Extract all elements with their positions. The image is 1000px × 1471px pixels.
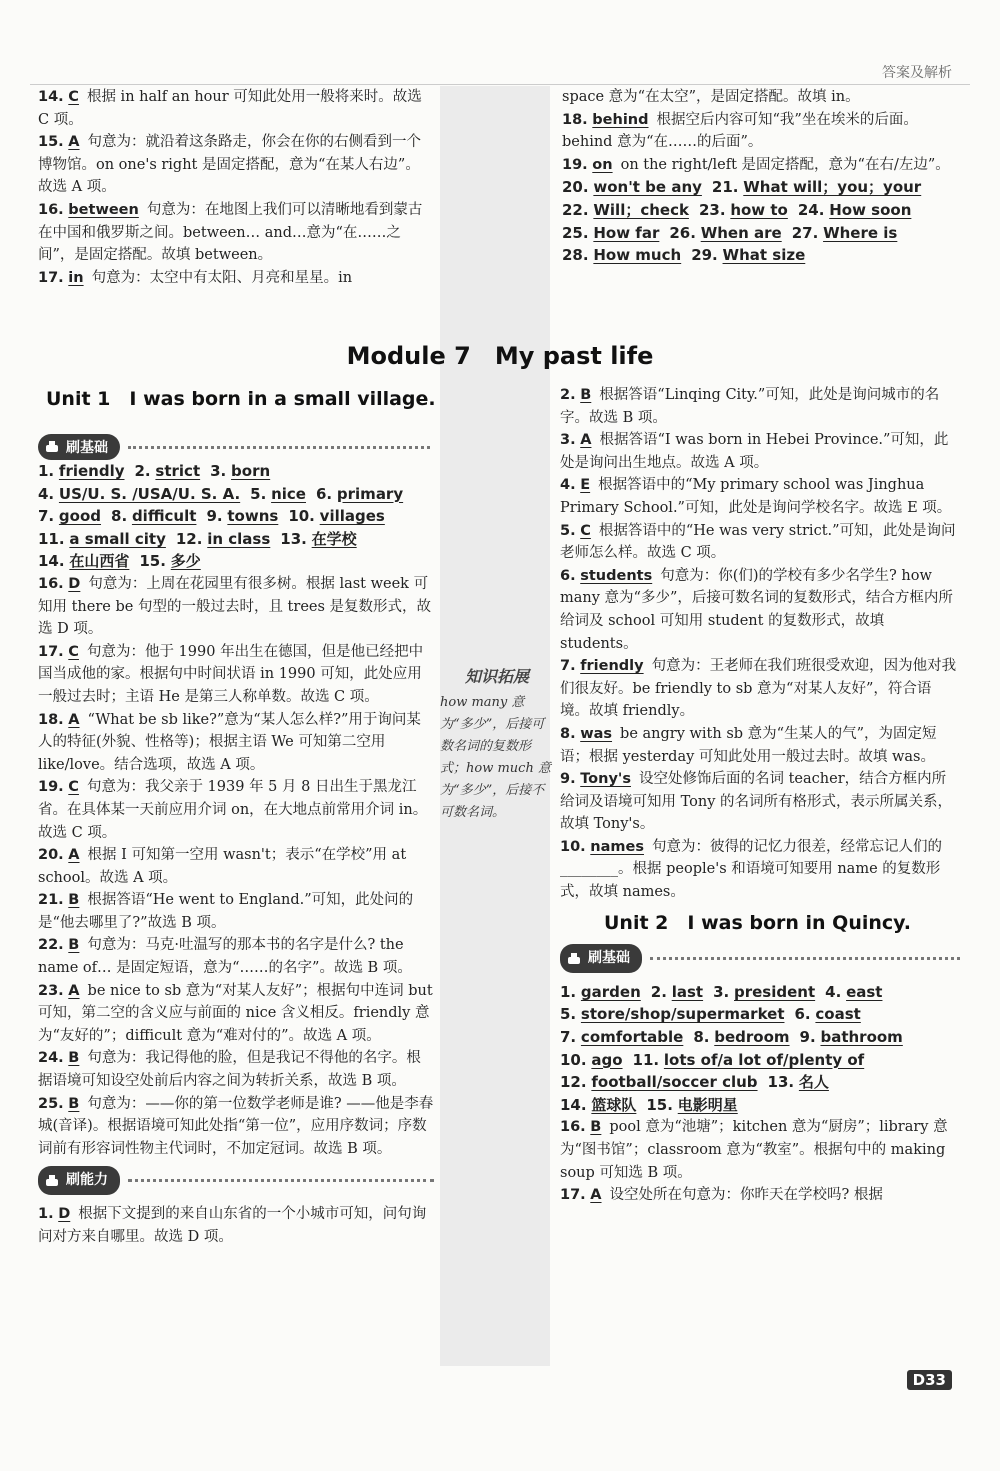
item-number: 13. — [767, 1073, 795, 1092]
answer-key: How much — [593, 246, 682, 265]
answer-key: between — [68, 201, 139, 218]
page-number: D33 — [907, 1370, 952, 1390]
answer-pair — [794, 1005, 860, 1023]
item-number: 5. — [560, 522, 576, 539]
badge-label: 刷能力 — [66, 1172, 108, 1189]
answer-pair — [792, 224, 898, 242]
item-number: 6. — [560, 567, 576, 584]
answer-key: 在学校 — [311, 529, 357, 548]
answer-key: C — [68, 643, 79, 660]
explanation-text: 句意为：——你的第一位数学老师是谁? ——他是李春城(音译)。根据语境可知此处指“第一位”，应用序数词；序数词前有形容词性物主代词时，不加定冠词。故选 B 项。 — [38, 1095, 434, 1157]
answer-key: 名人 — [798, 1073, 829, 1092]
explanation-text: pool 意为“池塘”；kitchen 意为“厨房”；library 意为“图书馆”；classroom 意为“教室”。根据句中的 making soup 可知选 B 项。 — [560, 1119, 948, 1181]
answer-line — [38, 460, 434, 483]
answer-key: store/shop/supermarket — [580, 1005, 785, 1024]
item-number: 1. — [560, 982, 577, 1001]
answer-key: names — [590, 838, 644, 855]
answer-key: What size — [722, 246, 806, 265]
answer-key: B — [590, 1119, 602, 1136]
explanation-text: 句意为：我父亲于 1939 年 5 月 8 日出生于黑龙江省。在具体某一天前应用介词 on，在大地点前常用介词 in。故选 C 项。 — [38, 779, 428, 841]
brush-icon — [44, 439, 60, 455]
answer-entry — [560, 520, 960, 565]
right-column — [560, 384, 960, 1207]
answer-entry — [560, 565, 960, 655]
badge-dots — [128, 1179, 434, 1182]
item-number: 16. — [560, 1119, 586, 1136]
item-number: 22. — [562, 200, 589, 219]
answer-pair — [210, 462, 270, 480]
answer-pair — [562, 246, 681, 264]
answer-key: born — [231, 462, 271, 480]
knowledge-aside — [436, 666, 558, 824]
answer-pair — [562, 178, 702, 196]
brush-icon — [566, 951, 582, 967]
answer-line — [560, 1049, 960, 1072]
explanation-text: on the right/left 是固定搭配，意为“在右/左边”。 — [620, 156, 950, 173]
item-number: 25. — [38, 1095, 64, 1112]
explanation-text: 句意为：就沿着这条路走，你会在你的右侧看到一个博物馆。on one's right 是固定搭配，意为“在某人右边”。故选 A 项。 — [38, 134, 422, 196]
explanation-text: 根据答语“I was born in Hebei Province.”可知，此处是询问出生地点。故选 A 项。 — [560, 432, 949, 471]
item-number: 17. — [38, 269, 64, 286]
answer-pair — [798, 201, 912, 219]
answer-pair — [176, 530, 270, 548]
item-number: 7. — [560, 658, 576, 675]
answer-key: When are — [700, 223, 782, 242]
item-number: 4. — [825, 982, 842, 1001]
item-number: 1. — [38, 462, 55, 480]
answer-key: A — [68, 847, 80, 864]
answer-pair — [560, 983, 641, 1001]
answer-key: C — [580, 522, 591, 539]
item-number: 11. — [632, 1050, 660, 1069]
answer-pair — [562, 224, 659, 242]
answer-pair — [713, 983, 815, 1001]
item-number: 3. — [560, 432, 576, 449]
answer-key: was — [580, 725, 613, 742]
continued-text: space 意为“在太空”，是固定搭配。故填 in。 — [562, 89, 860, 105]
left-column — [38, 460, 434, 1248]
item-number: 19. — [38, 779, 64, 796]
answer-line — [562, 199, 960, 222]
answer-pair — [768, 1073, 829, 1091]
answer-key: US/U. S. /USA/U. S. A. — [58, 484, 241, 503]
answer-pair — [562, 201, 689, 219]
answer-key: east — [846, 982, 883, 1001]
unit1-title: Unit 1 I was born in a small village. — [46, 388, 436, 410]
answer-entry — [562, 109, 960, 154]
answer-key: behind — [592, 111, 649, 128]
item-number: 9. — [560, 771, 576, 788]
explanation-text: 根据答语“He went to England.”可知，此处问的是“他去哪里了?”故选 B 项。 — [38, 892, 414, 931]
explanation-text: be nice to sb 意为“对某人友好”；根据句中连词 but 可知，第二空的含义应与前面的 nice 含义相反。friendly 意为“友好的”；difficult 意为“难对付的”。故选 A 项。 — [38, 982, 433, 1044]
aside-text: how many 意为“多少”，后接可数名词的复数形式；how much 意为“多少”，后接不可数名词。 — [440, 695, 551, 820]
item-number: 9. — [799, 1028, 816, 1047]
explanation-text: 句意为：我记得他的脸，但是我记不得他的名字。根据语境可知设空处前后内容之间为转折关系，故选 B 项。 — [38, 1050, 421, 1090]
item-number: 15. — [139, 552, 166, 571]
answer-entry — [38, 641, 434, 709]
answer-key: A — [68, 982, 80, 999]
answer-key: A — [68, 711, 80, 728]
answer-pair — [691, 246, 805, 264]
explanation-text: 句意为：在地图上我们可以清晰地看到蒙古在中国和俄罗斯之间。between… and…意为“在……之间”，是固定搭配。故填 between。 — [38, 201, 423, 264]
section-header: 答案及解析 — [882, 65, 952, 81]
unit2-title: Unit 2 I was born in Quincy. — [604, 911, 912, 934]
answer-key: lots of/a lot of/plenty of — [663, 1050, 865, 1069]
answer-entry — [38, 131, 434, 199]
answer-key: comfortable — [580, 1028, 684, 1047]
explanation-text: 根据下文提到的来自山东省的一个小城市可知，问句询问对方来自哪里。故选 D 项。 — [38, 1206, 427, 1245]
item-number: 28. — [562, 246, 589, 265]
answer-key: B — [68, 937, 80, 954]
answer-key: E — [580, 477, 591, 494]
badge-dots — [128, 446, 430, 449]
item-number: 15. — [38, 134, 64, 151]
item-number: 14. — [560, 1095, 587, 1114]
badge-label: 刷基础 — [588, 950, 630, 967]
explanation-text: 根据 I 可知第一空用 wasn't；表示“在学校”用 at school。故选 A 项。 — [38, 847, 407, 886]
answer-pair — [139, 552, 200, 570]
item-number: 15. — [646, 1095, 673, 1114]
item-number: 5. — [250, 484, 267, 503]
item-number: 3. — [210, 462, 227, 480]
item-number: 4. — [560, 477, 576, 494]
answer-key: garden — [580, 982, 641, 1001]
answer-key: strict — [155, 462, 201, 480]
answer-entry — [560, 1116, 960, 1184]
answer-line — [562, 222, 960, 245]
answer-key: good — [58, 507, 102, 526]
item-number: 11. — [38, 529, 65, 548]
answer-pair — [316, 485, 403, 503]
item-number: 13. — [280, 529, 307, 548]
explanation-text: 设空处修饰后面的名词 teacher，结合方框内所给词及语境可知用 Tony 的名词所有格形式，表示所属关系，故填 Tony's。 — [560, 771, 953, 833]
badge-label: 刷基础 — [66, 440, 108, 456]
explanation-text: 句意为：上周在花园里有很多树。根据 last week 可知用 there be 句型的一般过去时，且 trees 是复数形式，故选 D 项。 — [38, 575, 432, 638]
answer-line — [562, 244, 960, 267]
basic-practice-badge — [560, 944, 960, 973]
answer-key: bedroom — [714, 1028, 790, 1047]
answer-pair — [651, 983, 703, 1001]
item-number: 23. — [38, 982, 64, 999]
item-number: 24. — [38, 1050, 64, 1067]
item-number: 5. — [560, 1005, 577, 1024]
answer-key: Tony's — [580, 771, 631, 788]
explanation-text: 根据答语中的“He was very strict.”可知，此处是询问老师怎么样。故选 C 项。 — [560, 522, 956, 562]
item-number: 18. — [562, 111, 588, 128]
answer-key: B — [68, 892, 80, 909]
answer-pair — [712, 178, 921, 196]
item-number: 6. — [315, 484, 333, 503]
answer-key: ago — [591, 1050, 623, 1069]
answer-key: 多少 — [170, 552, 201, 571]
item-number: 18. — [38, 711, 64, 728]
answer-key: A — [590, 1187, 602, 1204]
answer-pair — [250, 485, 306, 503]
item-number: 2. — [650, 982, 667, 1001]
answer-pair — [825, 983, 882, 1001]
explanation-text: 根据答语中的“My primary school was Jinghua Primary School.”可知，此处是询问学校名字。故选 E 项。 — [560, 477, 952, 516]
top-left-column — [38, 86, 434, 289]
answer-entry — [560, 723, 960, 768]
answer-pair — [38, 462, 125, 480]
explanation-text: 句意为：你(们)的学校有多少名学生? how many 意为“多少”，后接可数名词的复数形式，结合方框内所给词及 school 可知用 student 的复数形式，故填 students。 — [560, 567, 953, 652]
answer-pair — [669, 224, 781, 242]
item-number: 23. — [698, 200, 726, 219]
answer-pair — [800, 1028, 903, 1046]
answer-key: B — [68, 1050, 80, 1067]
answer-line — [38, 483, 434, 506]
item-number: 21. — [711, 178, 739, 197]
item-number: 20. — [562, 178, 589, 197]
answer-key: D — [58, 1206, 71, 1222]
answer-key: in — [68, 269, 84, 286]
answer-entry — [38, 1047, 434, 1092]
explanation-text: 根据空后内容可知“我”坐在埃米的后面。behind 意为“在……的后面”。 — [562, 111, 918, 151]
answer-key: primary — [336, 484, 404, 503]
answer-entry — [38, 844, 434, 889]
explanation-text: 根据 in half an hour 可知此处用一般将来时。故选 C 项。 — [38, 89, 422, 128]
item-number: 17. — [38, 643, 64, 660]
item-number: 27. — [791, 223, 819, 242]
answer-entry — [560, 768, 960, 836]
answer-entry — [38, 86, 434, 131]
header-rule — [30, 84, 970, 85]
answer-key: students — [580, 567, 653, 584]
brush-icon — [44, 1173, 60, 1189]
answer-key: D — [68, 575, 81, 592]
item-number: 7. — [560, 1028, 577, 1047]
answer-line — [560, 1026, 960, 1049]
answer-line — [560, 1003, 960, 1026]
answer-key: difficult — [131, 507, 197, 526]
badge-pill — [38, 434, 120, 460]
answer-key: football/soccer club — [591, 1073, 758, 1092]
item-number: 19. — [562, 156, 588, 173]
answer-entry — [560, 384, 960, 429]
item-number: 20. — [38, 847, 64, 864]
answer-entry — [560, 1184, 960, 1207]
ability-practice-badge — [38, 1166, 434, 1195]
item-number: 12. — [175, 529, 203, 548]
answer-key: on — [592, 156, 613, 173]
answer-pair — [38, 485, 240, 503]
answer-key: how to — [730, 200, 788, 219]
answer-entry — [560, 474, 960, 519]
answer-key: How soon — [829, 200, 912, 219]
answer-key: coast — [815, 1005, 861, 1024]
item-number: 3. — [713, 982, 730, 1001]
answer-pair — [646, 1096, 737, 1114]
item-number: 7. — [38, 507, 55, 526]
badge-pill — [560, 944, 642, 973]
answer-key: A — [580, 432, 592, 449]
answer-key: Will；check — [593, 200, 689, 219]
answer-entry — [38, 934, 434, 979]
explanation-text: 句意为：王老师在我们班很受欢迎，因为他对我们很友好。be friendly to sb 意为“对某人友好”，符合语境。故填 friendly。 — [560, 658, 957, 720]
module-title: Module 7 My past life — [346, 342, 654, 370]
item-number: 16. — [38, 201, 64, 218]
item-number: 8. — [560, 725, 576, 742]
answer-key: How far — [593, 223, 660, 242]
item-number: 10. — [560, 838, 586, 855]
answer-pair — [38, 507, 101, 525]
answer-pair — [111, 507, 196, 525]
answer-pair — [633, 1051, 865, 1069]
answer-line — [38, 505, 434, 528]
answer-pair — [38, 530, 166, 548]
answer-entry — [38, 573, 434, 641]
answer-entry — [38, 267, 434, 290]
answer-entry — [38, 199, 434, 267]
answer-pair — [288, 507, 385, 525]
answer-key: A — [68, 134, 80, 151]
answer-key: C — [68, 89, 79, 105]
answer-entry — [38, 776, 434, 844]
explanation-text: 句意为：彼得的记忆力很差，经常忘记人们的________。根据 people's 和语境可知要用 name 的复数形式，故填 names。 — [560, 838, 942, 901]
badge-pill — [38, 1166, 120, 1195]
item-number: 1. — [38, 1206, 54, 1222]
answer-entry — [38, 980, 434, 1048]
answer-key: friendly — [580, 658, 644, 675]
answer-key: villages — [319, 507, 385, 526]
answer-key: C — [68, 779, 79, 796]
item-number: 21. — [38, 892, 64, 909]
answer-entry — [562, 154, 960, 177]
answer-key: nice — [271, 484, 306, 503]
item-number: 26. — [669, 223, 696, 242]
answer-key: Where is — [823, 223, 898, 242]
item-number: 16. — [38, 575, 64, 592]
answer-line — [38, 528, 434, 551]
item-number: 9. — [206, 507, 223, 526]
explanation-text: 句意为：他于 1990 年出生在德国，但是他已经把中国当成他的家。根据句中时间状语 in 1990 可知，此处应用一般过去时；主语 He 是第三人称单数。故选 C 项。 — [38, 643, 424, 705]
answer-key: a small city — [69, 529, 166, 548]
answer-key: president — [734, 982, 816, 1001]
aside-title: 知识拓展 — [464, 667, 529, 686]
explanation-text: 句意为：马克·吐温写的那本书的名字是什么? the name of… 是固定短语，意为“……的名字”。故选 B 项。 — [38, 937, 412, 977]
answer-entry — [560, 429, 960, 474]
answer-key: B — [68, 1095, 80, 1112]
top-right-column — [562, 86, 960, 267]
answer-pair — [280, 530, 356, 548]
answer-entry — [38, 889, 434, 934]
item-number: 12. — [560, 1073, 587, 1092]
item-number: 2. — [134, 462, 151, 480]
answer-key: friendly — [58, 462, 125, 480]
answer-entry — [560, 655, 960, 723]
item-number: 8. — [111, 507, 128, 526]
answer-pair — [699, 201, 788, 219]
answer-line — [560, 981, 960, 1004]
answer-pair — [135, 462, 201, 480]
answer-line — [562, 176, 960, 199]
item-number: 10. — [288, 507, 315, 526]
item-number: 8. — [693, 1028, 710, 1047]
answer-key: last — [671, 982, 704, 1001]
explanation-text: be angry with sb 意为“生某人的气”，为固定短语；根据 yesterday 可知此处用一般过去时。故填 was。 — [560, 725, 937, 765]
answer-key: in class — [207, 529, 271, 548]
item-number: 4. — [38, 484, 55, 503]
explanation-text: 句意为：太空中有太阳、月亮和星星。in — [91, 269, 353, 286]
item-number: 25. — [562, 223, 589, 242]
answer-pair — [206, 507, 278, 525]
answer-key: 电影明星 — [677, 1095, 738, 1114]
item-number: 6. — [794, 1005, 811, 1024]
basic-practice-badge — [38, 434, 430, 460]
explanation-text: 根据答语“Linqing City.”可知，此处是询问城市的名字。故选 B 项。 — [560, 387, 940, 426]
answer-pair — [560, 1051, 623, 1069]
answer-key: What will；you；your — [743, 178, 922, 197]
answer-key: 篮球队 — [591, 1095, 637, 1114]
answer-pair — [560, 1073, 758, 1091]
answer-entry — [38, 709, 434, 777]
item-number: 10. — [560, 1050, 587, 1069]
answer-entry — [560, 836, 960, 904]
answer-line — [560, 1071, 960, 1094]
answer-pair — [560, 1096, 636, 1114]
item-number: 14. — [38, 89, 64, 105]
answer-line — [560, 1094, 960, 1117]
answer-entry — [38, 1203, 434, 1248]
answer-entry — [38, 1093, 434, 1161]
item-number: 24. — [797, 200, 825, 219]
answer-pair — [560, 1005, 784, 1023]
item-number: 2. — [560, 387, 576, 403]
explanation-text: “What be sb like?”意为“某人怎么样?”用于询问某人的特征(外貌、性格等)；根据主语 We 可知第二空用 like/love。结合选项，故选 A 项。 — [38, 711, 421, 773]
answer-key: won't be any — [593, 178, 702, 197]
item-number: 14. — [38, 552, 65, 571]
item-number: 29. — [691, 246, 718, 265]
answer-pair — [38, 552, 129, 570]
answer-pair — [560, 1028, 683, 1046]
answer-line — [38, 550, 434, 573]
item-number: 17. — [560, 1187, 586, 1204]
answer-pair — [693, 1028, 789, 1046]
answer-key: bathroom — [820, 1028, 903, 1047]
answer-key: B — [580, 387, 592, 403]
badge-dots — [650, 957, 960, 960]
answer-key: 在山西省 — [69, 552, 130, 571]
explanation-text: 设空处所在句意为：你昨天在学校吗? 根据 — [609, 1187, 883, 1204]
item-number: 22. — [38, 937, 64, 954]
answer-key: towns — [227, 507, 279, 526]
